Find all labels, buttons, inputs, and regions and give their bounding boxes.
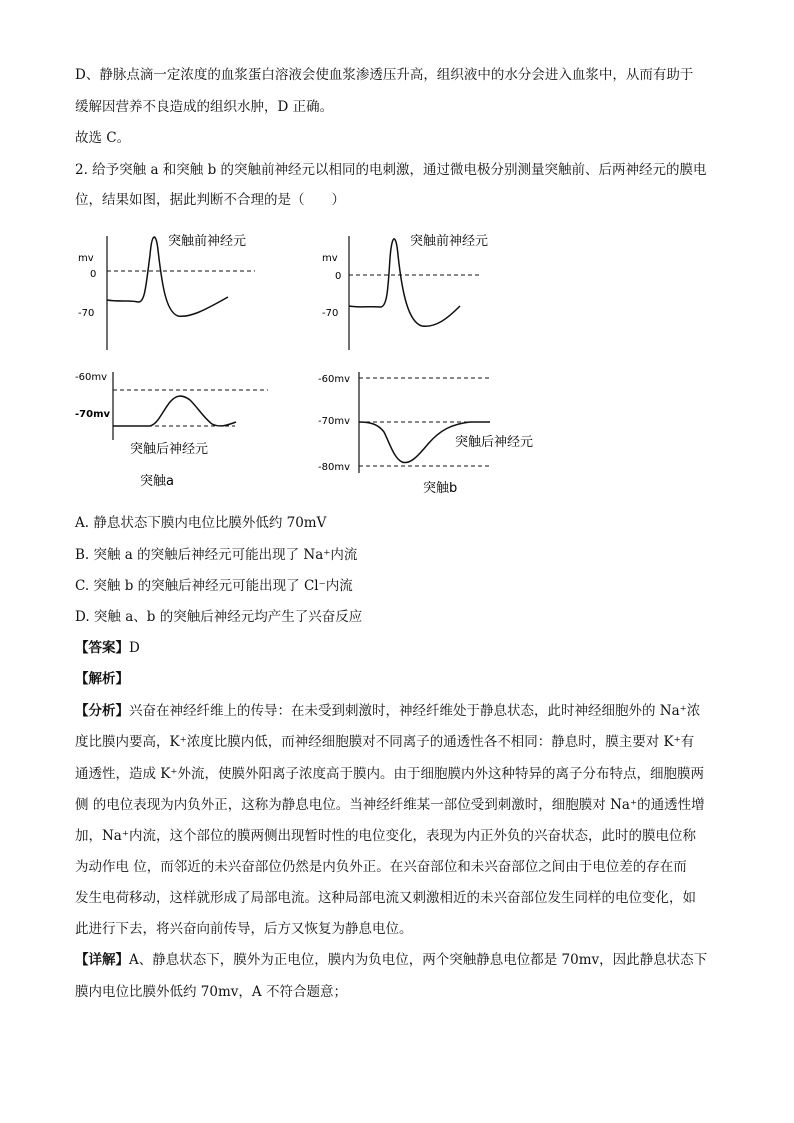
option-d: D. 突触 a、b 的突触后神经元均产生了兴奋反应 <box>75 609 363 625</box>
answer-conclusion: 故选 C。 <box>75 130 131 146</box>
synapse-a-caption: 突触a <box>140 474 174 489</box>
synapse-b-caption: 突触b <box>423 481 458 496</box>
unit-label: mv <box>78 253 94 264</box>
minus-60-label: -60mv <box>318 374 350 385</box>
graph-title: 突触前神经元 <box>168 234 247 249</box>
minus-80-label: -80mv <box>318 462 350 473</box>
analysis-line-3: 通透性，造成 K⁺外流，使膜外阳离子浓度高于膜内。由于细胞膜内外这种特异的离子分布特点，细胞膜两 <box>75 766 705 782</box>
analysis-line-8: 此进行下去，将兴奋向前传导，后方又恢复为静息电位。 <box>75 921 413 937</box>
zero-label: 0 <box>335 271 342 282</box>
explanation-tag: 【解析】 <box>75 671 129 687</box>
unit-label: mv <box>322 253 338 264</box>
analysis-tag: 【分析】 <box>75 703 129 719</box>
zero-label: 0 <box>90 269 97 280</box>
analysis-line-2: 度比膜内要高，K⁺浓度比膜内低，而神经细胞膜对不同离子的通透性各不相同：静息时，膜主要对 K⁺有 <box>75 734 695 750</box>
answer-value: D <box>129 640 140 656</box>
graph-label: 突触后神经元 <box>130 442 209 457</box>
explanation-heading <box>75 669 129 689</box>
option-d-explanation-line-1: D、静脉点滴一定浓度的血浆蛋白溶液会使血浆渗透压升高，组织液中的水分会进入血浆中，从而有助于 <box>75 67 694 83</box>
detail-tag: 【详解】 <box>75 952 129 968</box>
minus-70-label: -70mv <box>75 409 111 420</box>
option-c: C. 突触 b 的突触后神经元可能出现了 Cl⁻内流 <box>75 578 353 594</box>
postsynaptic-neuron-a-graph <box>75 372 268 489</box>
minus-70-label: -70mv <box>318 416 350 427</box>
rest-label: -70 <box>322 308 339 319</box>
answer-line <box>75 638 140 658</box>
question-stem-line-1: 2. 给予突触 a 和突触 b 的突触前神经元以相同的电刺激，通过微电极分别测量突触前、后两神经元的膜电 <box>75 162 707 178</box>
analysis-line-7: 发生电荷移动，这样就形成了局部电流。这种局部电流又刺激相近的未兴奋部位发生同样的电位变化，如 <box>75 890 696 906</box>
analysis-line-1: 【分析】兴奋在神经纤维上的传导：在未受到刺激时，神经纤维处于静息状态，此时神经细胞外的 Na⁺浓 <box>75 703 701 719</box>
answer-tag: 【答案】 <box>75 640 129 656</box>
detail-line-2: 膜内电位比膜外低约 70mv，A 不符合题意； <box>75 984 347 1000</box>
analysis-line-5: 加，Na⁺内流，这个部位的膜两侧出现暂时性的电位变化，表现为内正外负的兴奋状态，此时的膜电位称 <box>75 828 696 844</box>
presynaptic-neuron-b-graph <box>322 233 488 350</box>
presynaptic-neuron-a-graph <box>78 233 255 350</box>
analysis-line-4: 侧 的电位表现为内负外正，这称为静息电位。当神经纤维某一部位受到刺激时，细胞膜对 Na⁺的通透性增 <box>75 797 705 813</box>
epsp-curve <box>113 396 236 426</box>
option-d-explanation-line-2: 缓解因营养不良造成的组织水肿，D 正确。 <box>75 99 334 115</box>
postsynaptic-neuron-b-graph <box>318 372 533 496</box>
rest-label: -70 <box>78 308 95 319</box>
action-potential-curve <box>349 239 460 326</box>
analysis-line-6: 为动作电 位，而邻近的未兴奋部位仍然是内负外正。在兴奋部位和未兴奋部位之间由于电位差的存在而 <box>75 859 687 875</box>
membrane-potential-figure <box>0 220 794 510</box>
minus-60-label: -60mv <box>75 372 107 383</box>
detail-line-1: 【详解】A、静息状态下，膜外为正电位，膜内为负电位，两个突触静息电位都是 70mv，因此静息状态下 <box>75 952 708 968</box>
question-stem-line-2: 位，结果如图，据此判断不合理的是（ ） <box>75 192 345 208</box>
option-a: A. 静息状态下膜内电位比膜外低约 70mV <box>75 515 327 531</box>
graph-label: 突触后神经元 <box>455 435 534 450</box>
graph-title: 突触前神经元 <box>410 234 489 249</box>
option-b: B. 突触 a 的突触后神经元可能出现了 Na⁺内流 <box>75 547 358 563</box>
